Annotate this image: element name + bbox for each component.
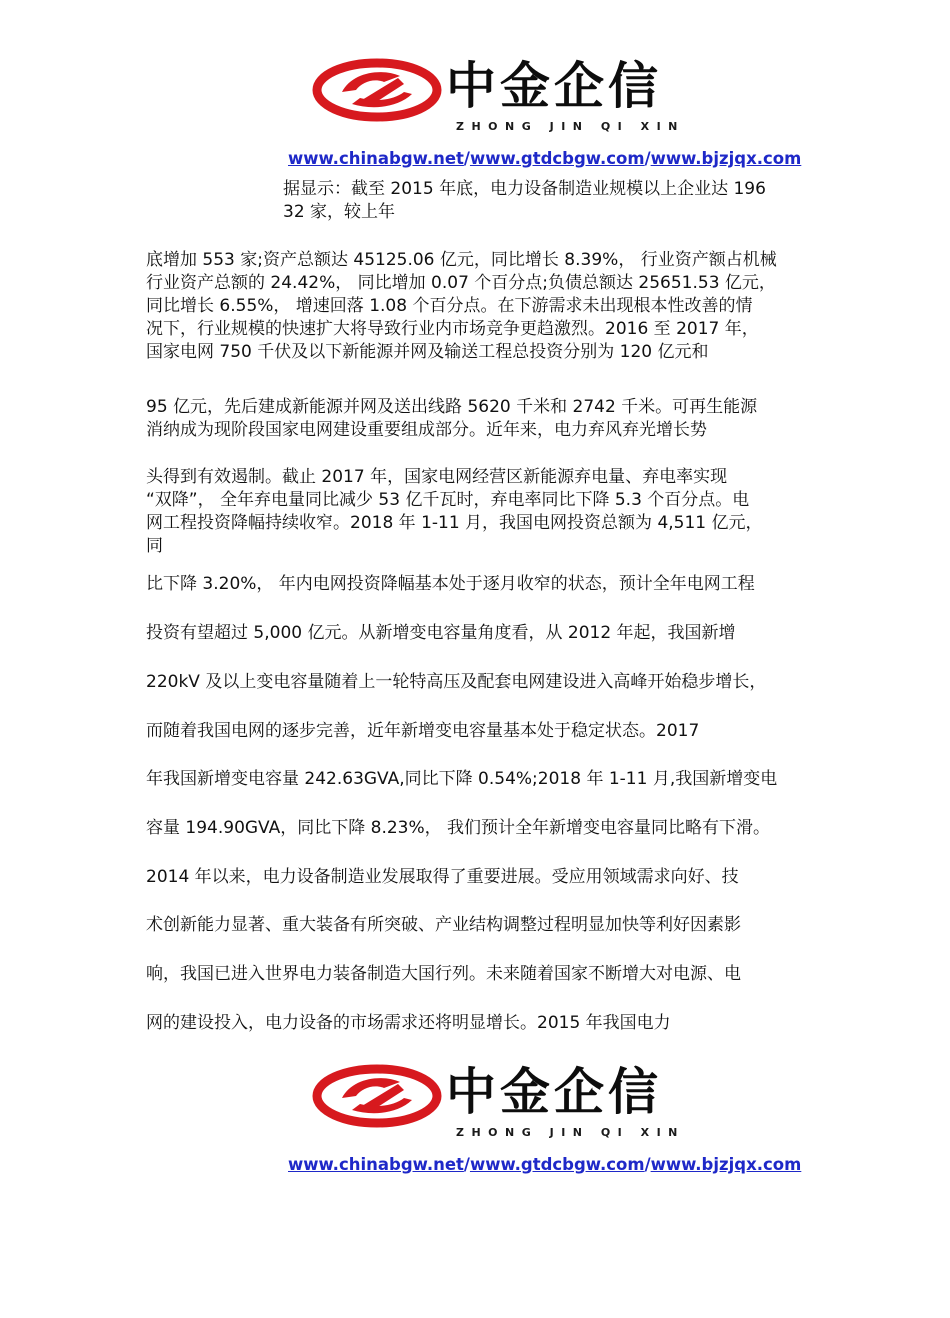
- text-line: 而随着我国电网的逐步完善，近年新增变电容量基本处于稳定状态。2017: [146, 721, 700, 741]
- brand-name-pinyin: ZHONG JIN QI XIN: [456, 120, 685, 133]
- link-separator: /: [644, 149, 651, 168]
- text-line: 消纳成为现阶段国家电网建设重要组成部分。近年来，电力弃风弃光增长势: [146, 420, 707, 440]
- text-line: 术创新能力显著、重大装备有所突破、产业结构调整过程明显加快等利好因素影: [146, 915, 741, 935]
- link-separator: /: [644, 1155, 651, 1174]
- intro-paragraph: [283, 178, 766, 224]
- page-header-bottom: [0, 1046, 950, 1186]
- brand-name-chinese: 中金企信: [446, 1063, 662, 1121]
- text-line: 底增加 553 家;资产总额达 45125.06 亿元，同比增长 8.39%， 行业资产额占机械: [146, 250, 777, 270]
- text-line: 比下降 3.20%， 年内电网投资降幅基本处于逐月收窄的状态，预计全年电网工程: [146, 574, 755, 594]
- link-chinabgw[interactable]: www.chinabgw.net: [288, 1155, 464, 1174]
- link-gtdcbgw[interactable]: www.gtdcbgw.com: [469, 149, 645, 168]
- text-line: 容量 194.90GVA，同比下降 8.23%， 我们预计全年新增变电容量同比略有下滑。: [146, 818, 771, 838]
- brand-name-pinyin: ZHONG JIN QI XIN: [456, 1126, 685, 1139]
- zhongjin-logo-icon: [312, 1058, 442, 1134]
- page-header-top: [0, 40, 950, 180]
- website-links: [288, 1155, 801, 1174]
- text-line: 同比增长 6.55%， 增速回落 1.08 个百分点。在下游需求未出现根本性改善的情: [146, 296, 753, 316]
- text-line: 国家电网 750 千伏及以下新能源并网及输送工程总投资分别为 120 亿元和: [146, 342, 709, 362]
- text-line: 95 亿元，先后建成新能源并网及送出线路 5620 千米和 2742 千米。可再生能源: [146, 397, 758, 417]
- link-separator: /: [463, 1155, 470, 1174]
- text-line: 据显示：截至 2015 年底，电力设备制造业规模以上企业达 196: [283, 179, 766, 199]
- link-chinabgw[interactable]: www.chinabgw.net: [288, 149, 464, 168]
- paragraph-3: [146, 466, 763, 558]
- zhongjin-logo-icon: [312, 52, 442, 128]
- link-separator: /: [463, 149, 470, 168]
- text-line: 网工程投资降幅持续收窄。2018 年 1-11 月，我国电网投资总额为 4,511 亿元，: [146, 513, 763, 533]
- website-links: [288, 149, 801, 168]
- text-line: 况下，行业规模的快速扩大将导致行业内市场竞争更趋激烈。2016 至 2017 年，: [146, 319, 759, 339]
- text-line: 32 家，较上年: [283, 202, 396, 222]
- text-line: 220kV 及以上变电容量随着上一轮特高压及配套电网建设进入高峰开始稳步增长，: [146, 672, 767, 692]
- paragraph-1: [146, 249, 777, 364]
- text-line: 响，我国已进入世界电力装备制造大国行列。未来随着国家不断增大对电源、电: [146, 964, 741, 984]
- text-line: 网的建设投入，电力设备的市场需求还将明显增长。2015 年我国电力: [146, 1013, 671, 1033]
- text-line: 头得到有效遏制。截止 2017 年，国家电网经营区新能源弃电量、弃电率实现: [146, 467, 728, 487]
- link-bjzjqx[interactable]: www.bjzjqx.com: [650, 149, 802, 168]
- text-line: 年我国新增变电容量 242.63GVA,同比下降 0.54%;2018 年 1-11 月,我国新增变电: [146, 769, 778, 789]
- text-line: 同: [146, 536, 163, 556]
- paragraph-2: [146, 396, 757, 442]
- brand-name-chinese: 中金企信: [446, 57, 662, 115]
- text-line: 行业资产总额的 24.42%， 同比增加 0.07 个百分点;负债总额达 25651.53 亿元，: [146, 273, 776, 293]
- link-bjzjqx[interactable]: www.bjzjqx.com: [650, 1155, 802, 1174]
- text-line: 2014 年以来，电力设备制造业发展取得了重要进展。受应用领域需求向好、技: [146, 867, 739, 887]
- text-line: 投资有望超过 5,000 亿元。从新增变电容量角度看，从 2012 年起，我国新增: [146, 623, 736, 643]
- link-gtdcbgw[interactable]: www.gtdcbgw.com: [469, 1155, 645, 1174]
- text-line: “双降”， 全年弃电量同比减少 53 亿千瓦时，弃电率同比下降 5.3 个百分点。电: [146, 490, 750, 510]
